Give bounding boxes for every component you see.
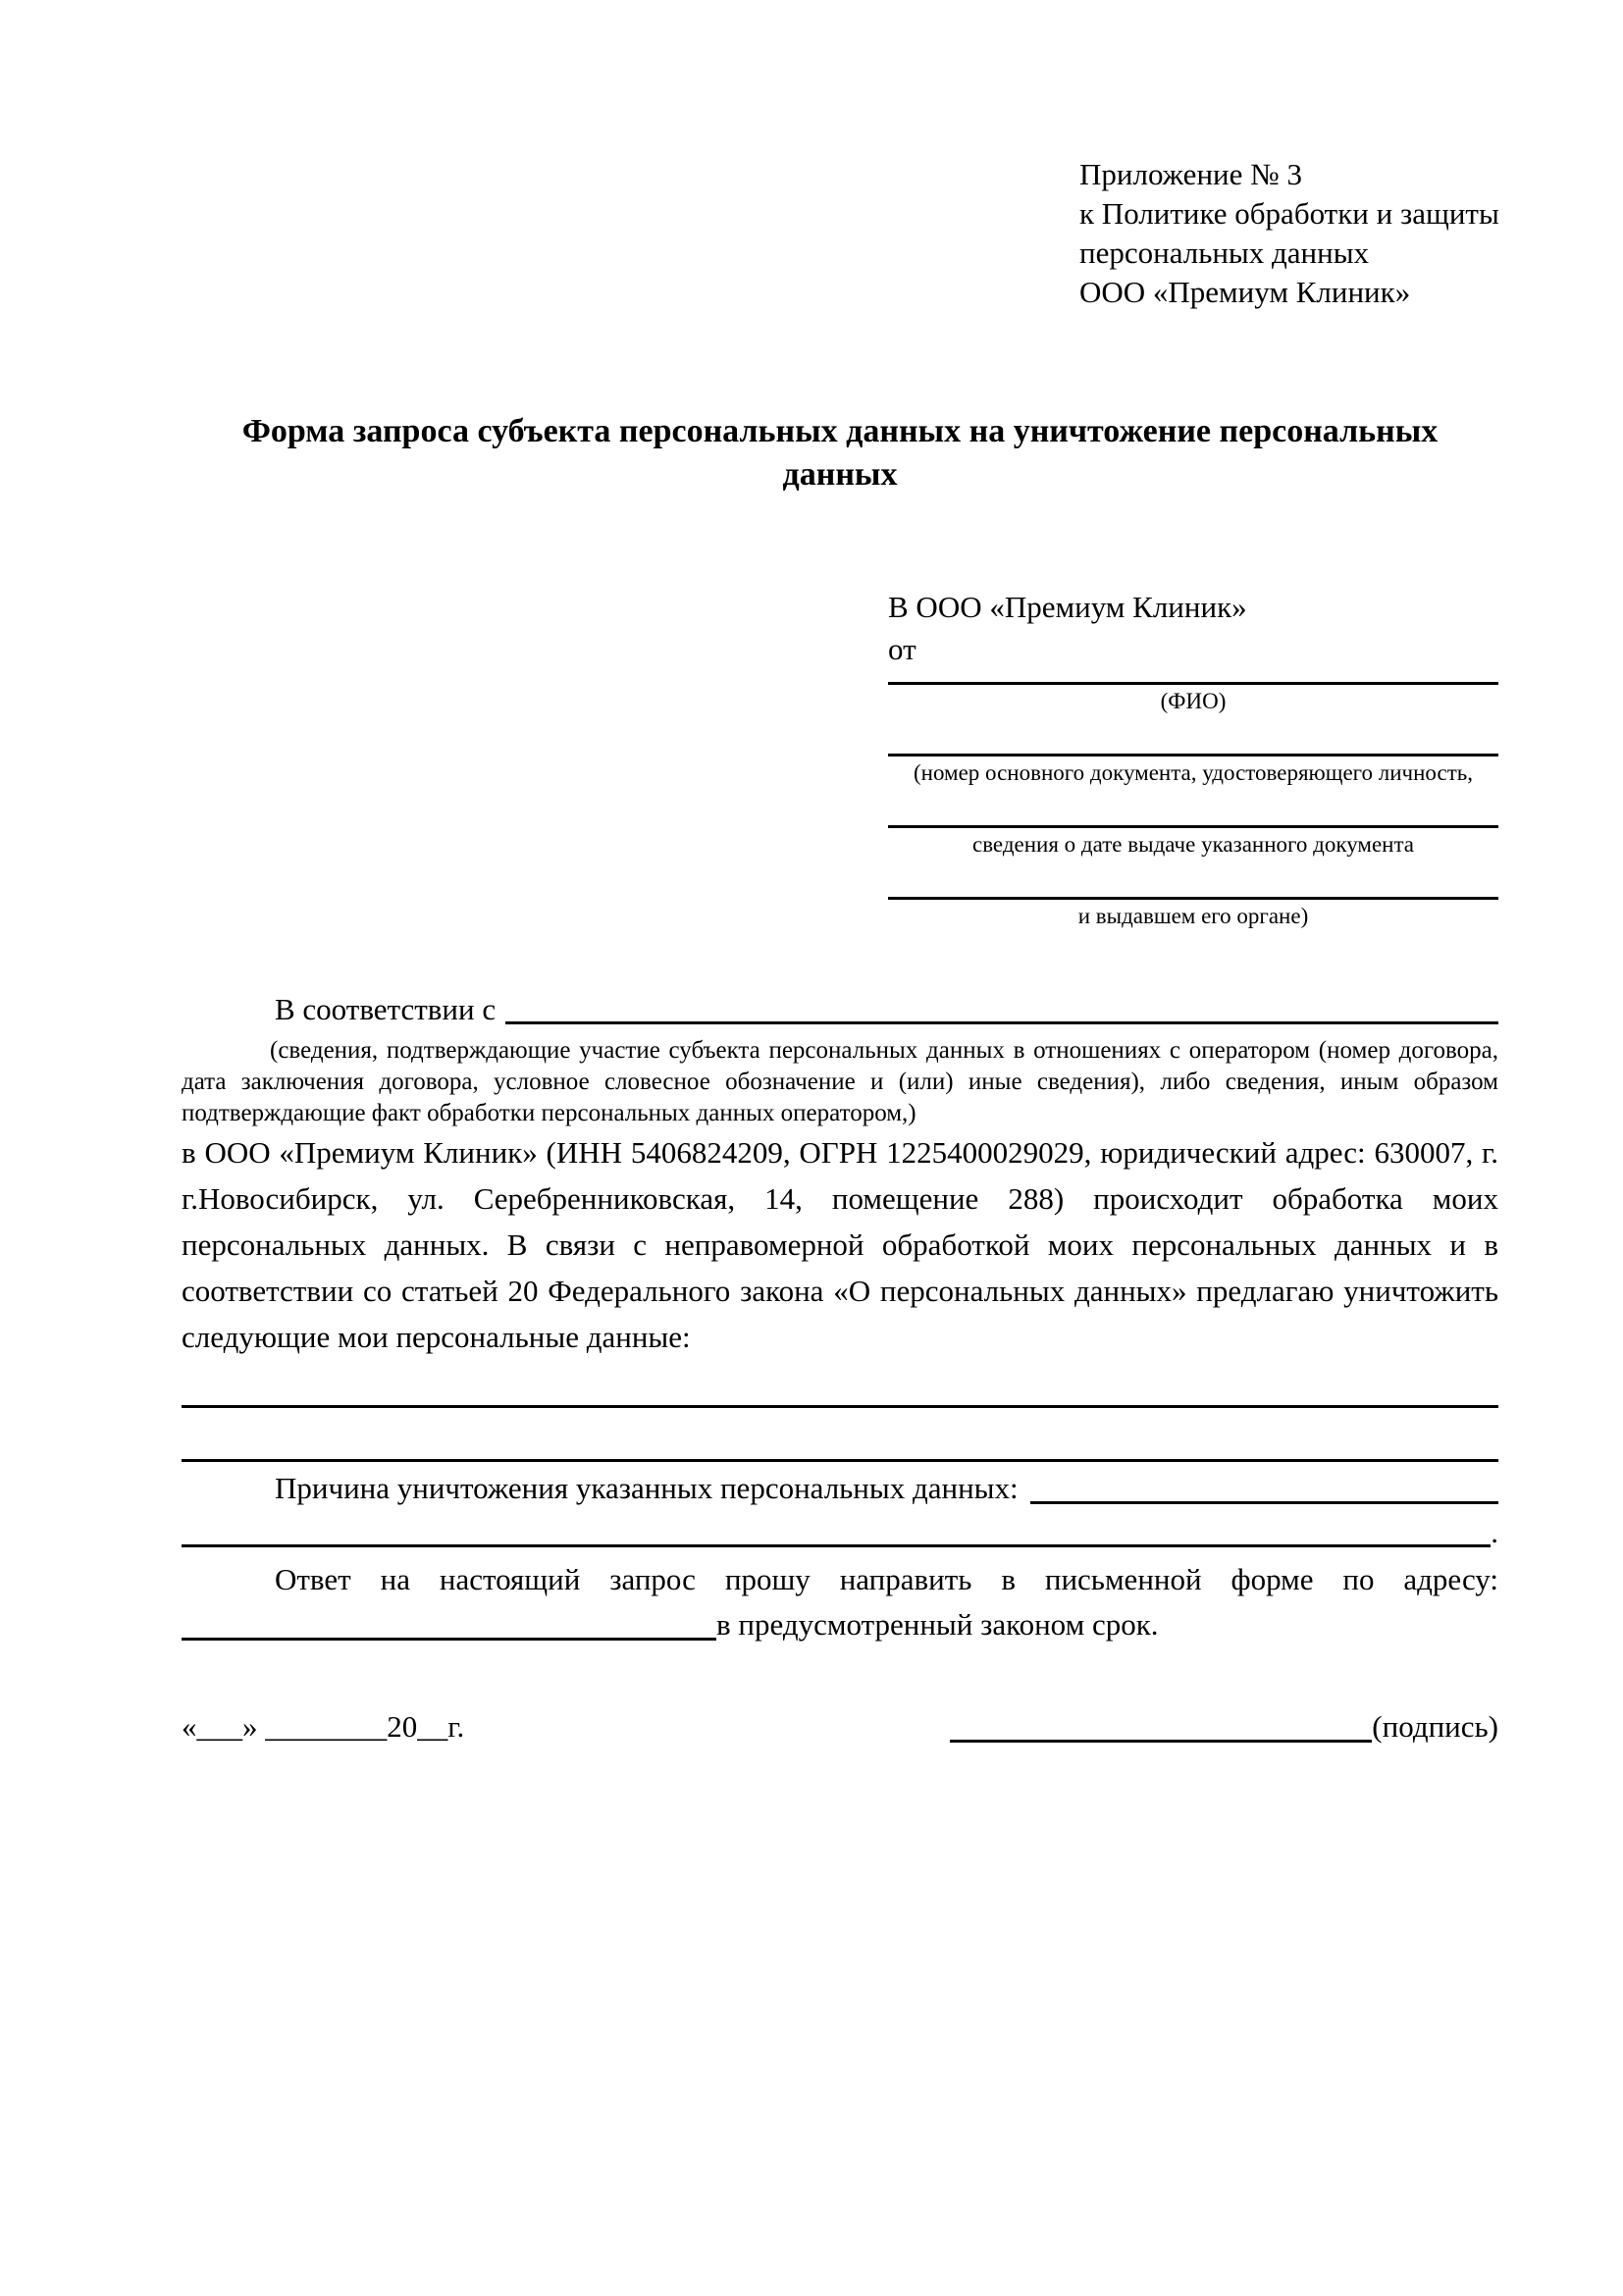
document-content (182, 0, 1498, 1749)
fio-fill-line (888, 670, 1498, 685)
reason-row (182, 1466, 1498, 1511)
addressee-block (888, 585, 1498, 931)
issue-date-caption: сведения о дате выдаче указанного документа (971, 832, 1415, 857)
personal-data-fill-line (182, 1360, 1498, 1408)
reason-fill-line (182, 1511, 1491, 1547)
reason-label: Причина уничтожения указанных персональных данных: (275, 1471, 1019, 1505)
signature-fill-line (950, 1704, 1372, 1743)
accordance-label: В соответствии с (275, 992, 497, 1026)
appendix-line: к Политике обработки и защиты (1079, 196, 1499, 231)
accordance-fill-line (505, 988, 1498, 1024)
document-number-caption: (номер основного документа, удостоверяющего личность, (913, 760, 1473, 785)
addressee-from-label: от (888, 632, 916, 666)
accordance-footnote: (сведения, подтверждающие участие субъекта персональных данных в отношениях с оператором (номер договора, дата заключения договора, условное словесное обозначение и (или) иные сведения), либо сведения, иным образом подтверждающие факт обработки персональных данных оператором,) (182, 1037, 1498, 1126)
reason-fill-line (1030, 1466, 1498, 1504)
personal-data-fill-line (182, 1408, 1498, 1462)
main-paragraph: в ООО «Премиум Клиник» (ИНН 5406824209, ОГРН 1225400029029, юридический адрес: 630007, г. г.Новосибирск, ул. Серебренниковская, 14, помещение 288) происходит обработка моих персональных данных. В связи с неправомерной обработкой моих персональных данных и в соответствии со статьей 20 Федерального закона «О персональных данных» предлагаю уничтожить следующие мои персональные данные: (182, 1135, 1498, 1354)
answer-paragraph-tail: в предусмотренный законом срок. (716, 1607, 1159, 1642)
reason-line-terminator: . (1491, 1515, 1498, 1549)
addressee-to: В ООО «Премиум Клиник» (888, 590, 1247, 624)
issuing-authority-fill-line (888, 860, 1498, 900)
appendix-line: ООО «Премиум Клиник» (1079, 275, 1411, 309)
signature-row (182, 1704, 1498, 1749)
answer-paragraph: Ответ на настоящий запрос прошу направить в письменной форме по адресу: (275, 1562, 1498, 1596)
appendix-reference-block (1079, 0, 1498, 312)
appendix-line: персональных данных (1079, 235, 1370, 270)
answer-address-row (182, 1602, 1498, 1647)
accordance-row (182, 988, 1498, 1031)
appendix-line: Приложение № 3 (1079, 157, 1302, 191)
page-title: Форма запроса субъекта персональных данных на уничтожение персональных данных (241, 413, 1439, 493)
fio-caption: (ФИО) (1160, 689, 1227, 713)
date-template: «___» ________20__г. (182, 1709, 465, 1744)
signature-area (950, 1704, 1498, 1749)
document-number-fill-line (888, 716, 1498, 757)
reason-fill-row-2 (182, 1511, 1498, 1554)
address-fill-line (182, 1602, 716, 1641)
issue-date-fill-line (888, 788, 1498, 828)
issuing-authority-caption: и выдавшем его органе) (1077, 904, 1309, 928)
signature-caption: (подпись) (1372, 1709, 1498, 1744)
